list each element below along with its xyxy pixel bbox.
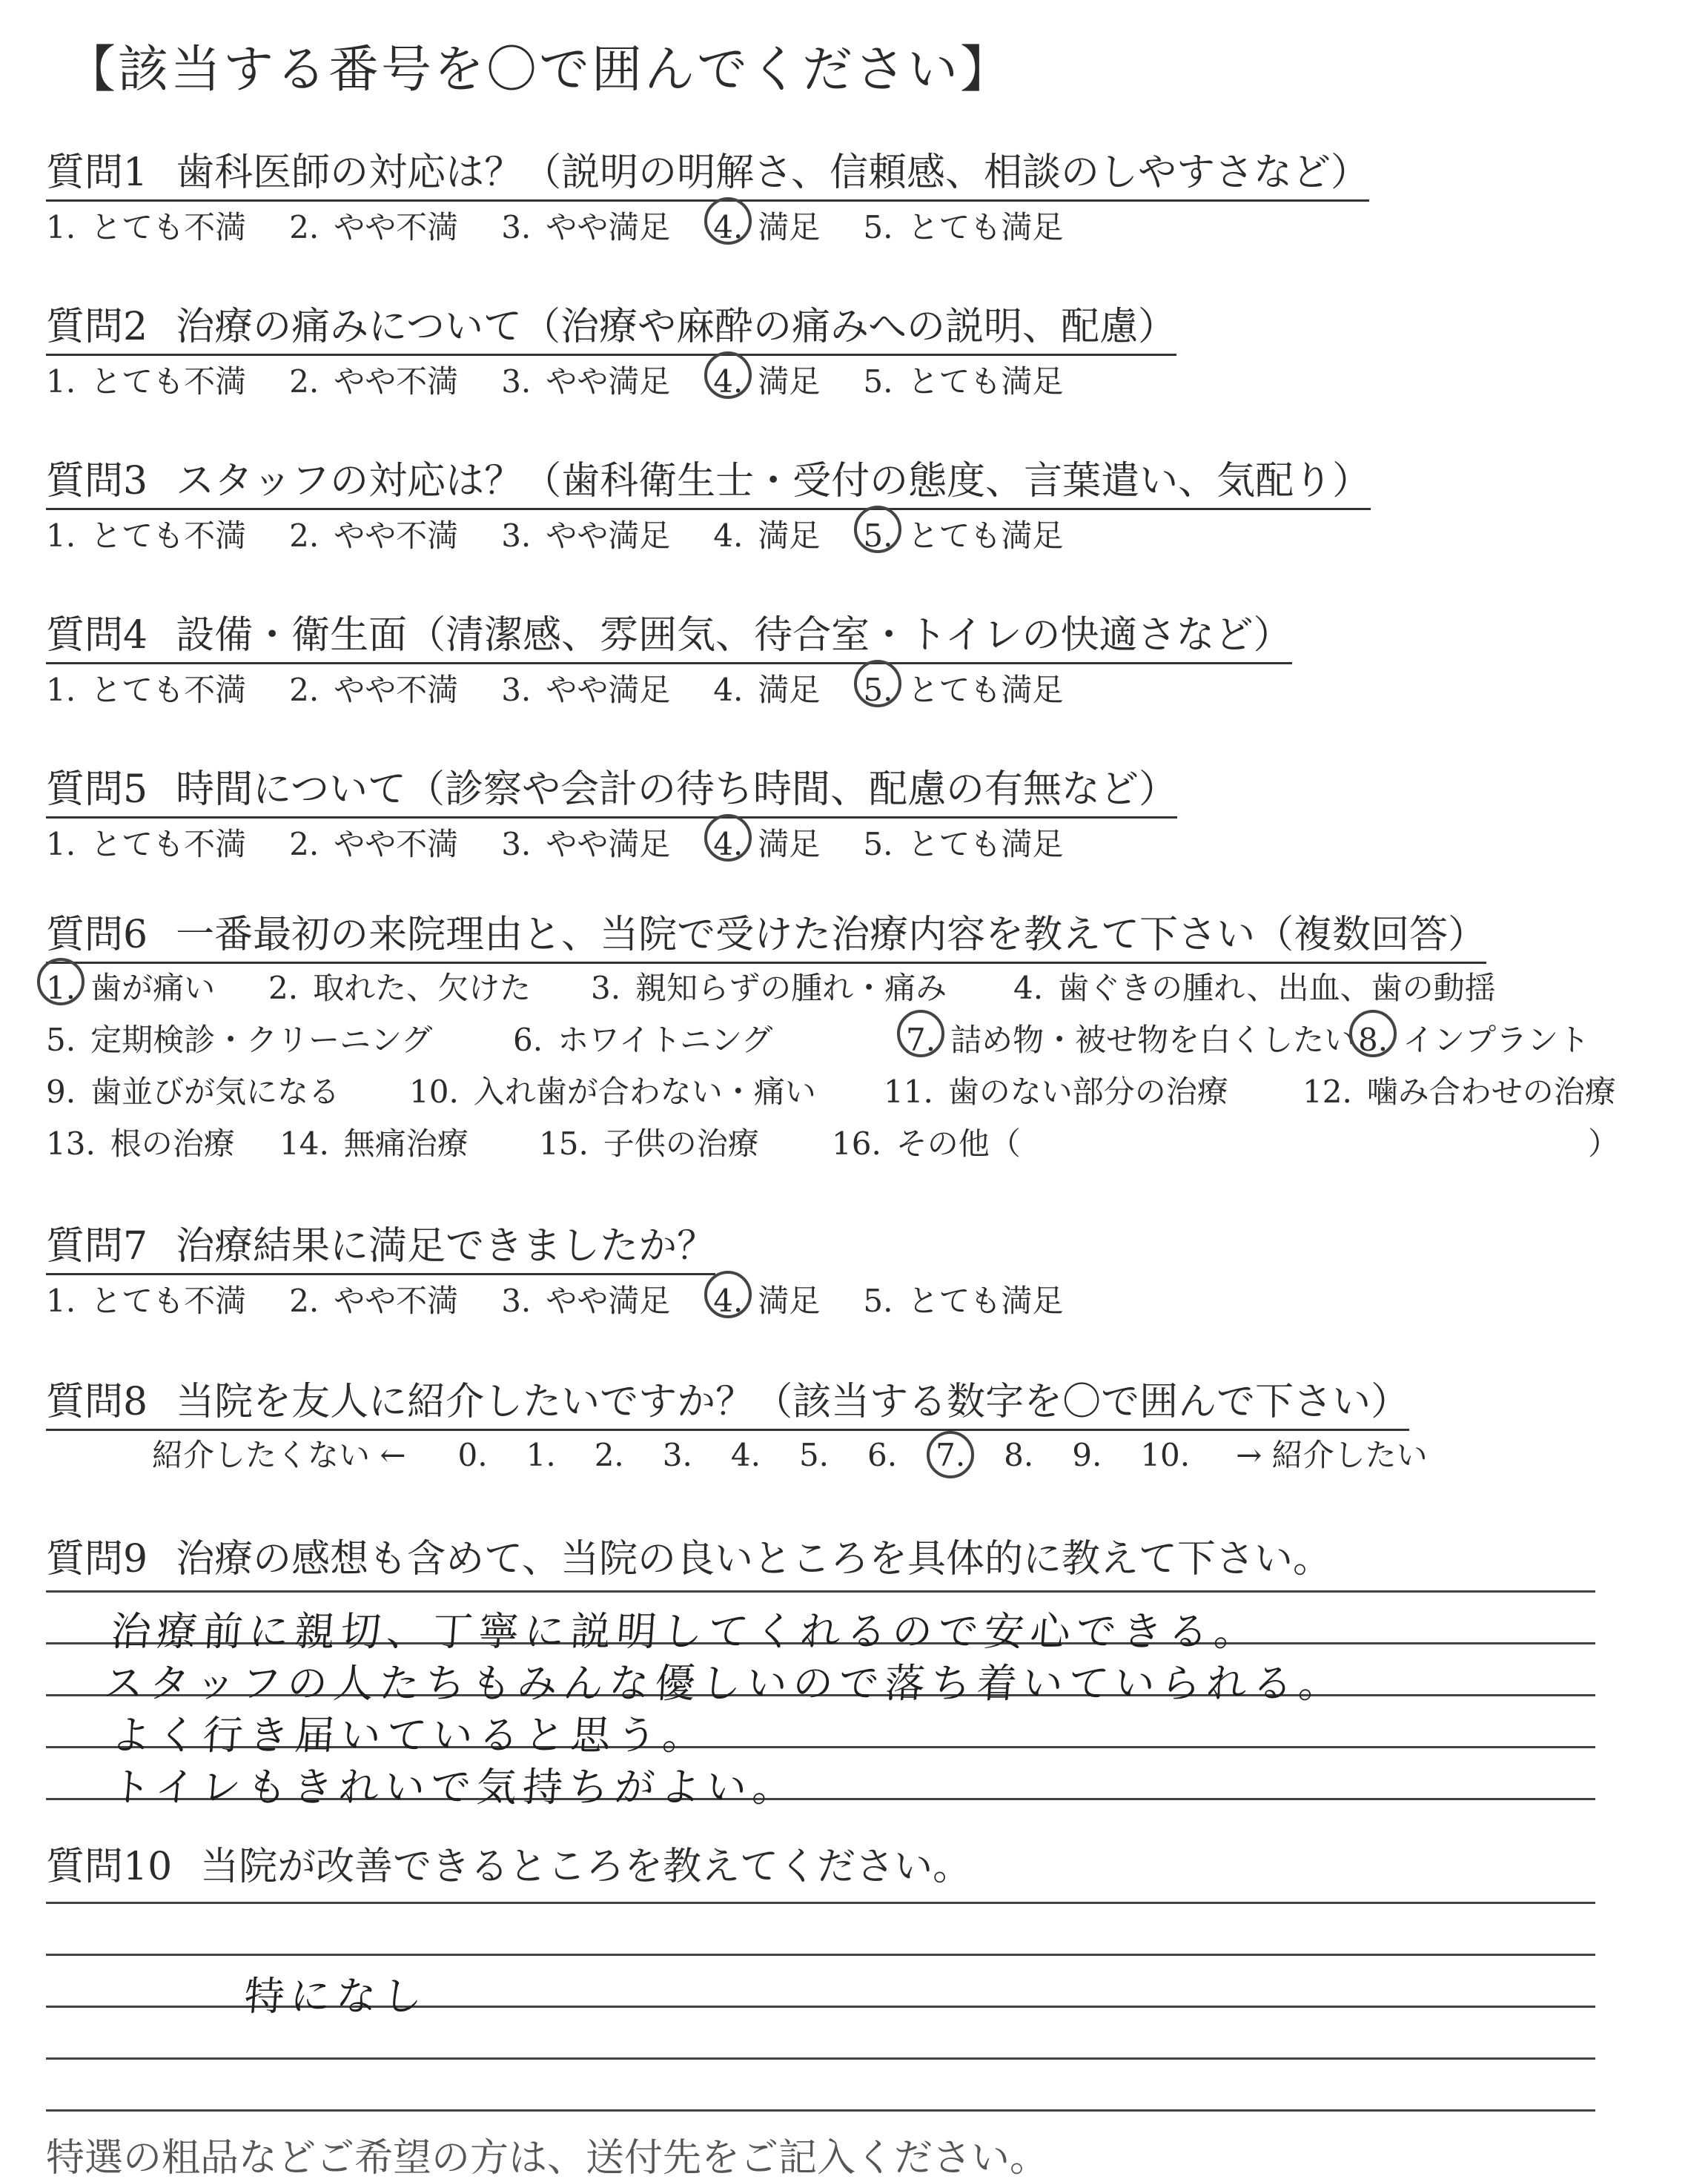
q10-rule: [46, 1902, 1595, 1904]
q8-scale-value[interactable]: 0.: [457, 1437, 488, 1473]
q2-option[interactable]: [289, 357, 458, 402]
q5-option-label: やや不満: [334, 826, 459, 862]
q6-option-label: 定期検診・クリーニング: [90, 1022, 433, 1058]
q7-option-label: とても不満: [90, 1283, 247, 1319]
q7-text: 治療結果に満足できましたか？: [176, 1224, 716, 1269]
q7-option-label: やや不満: [334, 1283, 459, 1319]
q8-text: 当院を友人に紹介したいですか？（該当する数字を〇で囲んで下さい）: [176, 1380, 1410, 1424]
q5-option[interactable]: [46, 820, 246, 864]
q6-option-label: その他（: [896, 1125, 1021, 1162]
q1-option-label: やや不満: [334, 209, 459, 245]
q8-right-label: → 紹介したい: [1236, 1437, 1428, 1473]
q10-label: 質問10: [46, 1845, 173, 1889]
q3-option-number: 5.: [863, 518, 893, 554]
q4-text: 設備・衛生面（清潔感、雰囲気、待合室・トイレの快適さなど）: [176, 613, 1292, 658]
q4-option[interactable]: [713, 666, 820, 710]
q4-option-label: やや不満: [334, 672, 459, 708]
q1-option-number: 1.: [46, 209, 76, 245]
q6-option-number: 11.: [884, 1074, 933, 1110]
q6-option-number: 9.: [46, 1074, 76, 1110]
q7-option[interactable]: [501, 1277, 670, 1321]
q5-option-number: 5.: [863, 826, 893, 862]
q9-heading: [46, 1527, 1331, 1586]
q9-answer-line: よく行き届いていると思う。: [109, 1712, 710, 1759]
q8-scale-value[interactable]: 8.: [1004, 1437, 1034, 1473]
page-title: 【該当する番号を〇で囲んでください】: [65, 41, 1013, 99]
q6-option-label: 無痛治療: [343, 1125, 469, 1162]
q2-option[interactable]: [863, 357, 1063, 402]
q1-option-label: 満足: [758, 209, 821, 245]
q7-option-number: 4.: [713, 1283, 744, 1319]
q5-option[interactable]: [289, 820, 458, 864]
q6-option[interactable]: [268, 964, 531, 1008]
q6-option-label: ホワイトニング: [557, 1022, 773, 1058]
q6-text: 一番最初の来院理由と、当院で受けた治療内容を教えて下さい（複数回答）: [176, 913, 1487, 957]
q6-option-number: 13.: [46, 1125, 96, 1162]
q6-option[interactable]: [1358, 1016, 1589, 1060]
q5-choices: [46, 820, 1106, 864]
q6-option[interactable]: [1302, 1068, 1616, 1112]
q2-option-number: 1.: [46, 363, 76, 400]
q6-option[interactable]: [46, 1016, 432, 1060]
q6-option[interactable]: [884, 1068, 1228, 1112]
q2-option[interactable]: [501, 357, 670, 402]
q5-option-number: 2.: [289, 826, 320, 862]
q7-option-number: 5.: [863, 1283, 893, 1319]
q6-option-label: 噛み合わせの治療: [1366, 1074, 1616, 1110]
q8-scale-value[interactable]: 1.: [526, 1437, 556, 1473]
q2-option-label: とても不満: [90, 363, 247, 400]
q6-option-label: 歯ぐきの腫れ、出血、歯の動揺: [1058, 970, 1496, 1006]
q2-option-label: 満足: [758, 363, 821, 400]
q7-option-label: 満足: [758, 1283, 821, 1319]
q6-option-number: 14.: [279, 1125, 329, 1162]
q3-option-label: 満足: [758, 518, 821, 554]
q4-option-label: とても不満: [90, 672, 247, 708]
q8-scale-value[interactable]: 7.: [936, 1437, 965, 1473]
q6-label: 質問6: [46, 913, 148, 957]
q6-option[interactable]: [832, 1120, 1021, 1164]
q2-option-number: 3.: [501, 363, 532, 400]
q6-option[interactable]: [46, 1068, 340, 1112]
q4-heading: [46, 604, 1292, 664]
q8-scale-value[interactable]: 3.: [662, 1437, 692, 1473]
q5-option-label: 満足: [758, 826, 821, 862]
q5-option[interactable]: [863, 820, 1063, 864]
q2-choices: [46, 357, 1106, 402]
q6-option-label: 取れた、欠けた: [313, 970, 532, 1006]
q6-heading: [46, 903, 1486, 964]
q6-option[interactable]: [46, 964, 215, 1008]
q7-option-number: 2.: [289, 1283, 320, 1319]
q3-option-label: やや満足: [546, 518, 671, 554]
q2-option-number: 4.: [713, 363, 744, 400]
q6-option[interactable]: [279, 1120, 469, 1164]
q10-rule: [46, 2057, 1595, 2060]
q3-option-label: やや不満: [334, 518, 459, 554]
q7-option[interactable]: [713, 1277, 820, 1321]
q3-option[interactable]: [289, 512, 458, 556]
q3-option[interactable]: [501, 512, 670, 556]
q6-option-number: 7.: [906, 1022, 936, 1058]
q2-heading: [46, 295, 1176, 356]
q1-option[interactable]: [46, 203, 246, 248]
q3-option-label: とても不満: [90, 518, 247, 554]
q4-option-label: 満足: [758, 672, 821, 708]
q7-option-label: とても満足: [907, 1283, 1064, 1319]
q6-option-label: 根の治療: [110, 1125, 235, 1162]
q2-option[interactable]: [713, 357, 820, 402]
q2-text: 治療の痛みについて（治療や麻酔の痛みへの説明、配慮）: [176, 305, 1177, 349]
q3-option-number: 4.: [713, 518, 744, 554]
q5-option-number: 1.: [46, 826, 76, 862]
q6-option-label: 歯のない部分の治療: [947, 1074, 1228, 1110]
q5-option-number: 4.: [713, 826, 744, 862]
q4-option[interactable]: [46, 666, 246, 710]
q3-text: スタッフの対応は？（歯科衛生士・受付の態度、言葉遣い、気配り）: [176, 459, 1371, 503]
q3-option-number: 3.: [501, 518, 532, 554]
q3-option-number: 1.: [46, 518, 76, 554]
q10-heading: [46, 1835, 971, 1894]
q1-label: 質問1: [46, 151, 148, 195]
q1-option-label: やや満足: [546, 209, 671, 245]
q2-option-label: とても満足: [907, 363, 1064, 400]
q4-option-label: とても満足: [907, 672, 1064, 708]
q4-option-number: 1.: [46, 672, 76, 708]
q6-option-number: 3.: [591, 970, 621, 1006]
q10-rule: [46, 2109, 1595, 2112]
q2-option-label: やや不満: [334, 363, 459, 400]
q4-option[interactable]: [863, 666, 1063, 710]
q1-option-number: 3.: [501, 209, 532, 245]
q2-option-label: やや満足: [546, 363, 671, 400]
q3-option-number: 2.: [289, 518, 320, 554]
q6-option[interactable]: [539, 1120, 759, 1164]
q3-option[interactable]: [713, 512, 820, 556]
q7-label: 質問7: [46, 1224, 148, 1269]
q6-option-number: 12.: [1302, 1074, 1352, 1110]
q4-option-number: 5.: [863, 672, 893, 708]
q2-option-number: 5.: [863, 363, 893, 400]
q5-option[interactable]: [501, 820, 670, 864]
q6-option-number: 8.: [1358, 1022, 1388, 1058]
q10-rule: [46, 1954, 1595, 1956]
q10-text: 当院が改善できるところを教えてください。: [200, 1845, 972, 1889]
q6-option-number: 10.: [409, 1074, 459, 1110]
q5-option-label: やや満足: [546, 826, 671, 862]
q5-text: 時間について（診察や会計の待ち時間、配慮の有無など）: [176, 767, 1178, 812]
q5-option-label: とても不満: [90, 826, 247, 862]
q5-option[interactable]: [713, 820, 820, 864]
q7-option[interactable]: [46, 1277, 246, 1321]
q8-scale-value[interactable]: 9.: [1072, 1437, 1102, 1473]
q9-answer-line: トイレもきれいで気持ちがよい。: [109, 1764, 801, 1811]
q6-option[interactable]: [46, 1120, 235, 1164]
q6-other-close: ）: [1588, 1125, 1620, 1162]
q10-answer-line: 特になし: [242, 1973, 430, 2020]
q4-choices: [46, 666, 1106, 710]
q3-choices: [46, 512, 1106, 556]
q7-option-label: やや満足: [546, 1283, 671, 1319]
q2-option[interactable]: [46, 357, 246, 402]
q9-text: 治療の感想も含めて、当院の良いところを具体的に教えて下さい。: [176, 1537, 1332, 1581]
q1-option-number: 2.: [289, 209, 320, 245]
q8-label: 質問8: [46, 1380, 148, 1424]
q9-answer-line: スタッフの人たちもみんな優しいので落ち着いていられる。: [102, 1660, 1346, 1707]
q8-scale-value[interactable]: 5.: [798, 1437, 830, 1473]
q7-option[interactable]: [289, 1277, 458, 1321]
q7-option-number: 1.: [46, 1283, 76, 1319]
q1-text: 歯科医師の対応は？（説明の明解さ、信頼感、相談のしやすさなど）: [176, 151, 1370, 195]
q5-heading: [46, 758, 1177, 819]
q6-option-number: 16.: [832, 1125, 881, 1162]
q6-option-number: 5.: [46, 1022, 76, 1058]
q5-label: 質問5: [46, 767, 148, 812]
q1-option[interactable]: [289, 203, 458, 248]
q6-option[interactable]: [513, 1016, 772, 1060]
q4-label: 質問4: [46, 613, 148, 658]
q6-option-number: 4.: [1013, 970, 1044, 1006]
q6-option-label: 歯が痛い: [90, 970, 216, 1006]
q3-option[interactable]: [863, 512, 1063, 556]
q1-option-number: 5.: [863, 209, 893, 245]
q8-heading: [46, 1370, 1409, 1431]
q7-option[interactable]: [863, 1277, 1063, 1321]
q1-option-number: 4.: [713, 209, 744, 245]
q5-option-number: 3.: [501, 826, 532, 862]
q1-option[interactable]: [501, 203, 670, 248]
q6-option[interactable]: [1013, 964, 1496, 1008]
q6-option-number: 1.: [46, 970, 76, 1006]
q1-choices: [46, 203, 1106, 248]
q8-scale-value[interactable]: 10.: [1140, 1437, 1191, 1473]
q8-scale-value[interactable]: 2.: [594, 1437, 624, 1473]
q8-scale: [152, 1431, 1428, 1475]
q8-selected-circle: [927, 1431, 974, 1478]
q5-option-label: とても満足: [907, 826, 1064, 862]
q6-option-number: 2.: [268, 970, 299, 1006]
q7-option-number: 3.: [501, 1283, 532, 1319]
q4-option-number: 4.: [713, 672, 744, 708]
q8-left-label: 紹介したくない ←: [152, 1437, 406, 1473]
q9-label: 質問9: [46, 1537, 148, 1581]
q6-option-label: 歯並びが気になる: [90, 1074, 340, 1110]
q7-heading: [46, 1214, 715, 1275]
q4-option-number: 3.: [501, 672, 532, 708]
q9-answer-line: 治療前に親切、丁寧に説明してくれるので安心できる。: [109, 1608, 1262, 1655]
q6-option[interactable]: [591, 964, 947, 1008]
q6-option-label: 親知らずの腫れ・痛み: [635, 970, 947, 1006]
q4-option[interactable]: [501, 666, 670, 710]
q6-option[interactable]: [906, 1016, 1355, 1060]
q1-heading: [46, 141, 1369, 202]
q1-option[interactable]: [863, 203, 1063, 248]
q6-option-label: 詰め物・被せ物を白くしたい: [950, 1022, 1356, 1058]
q9-rule: [46, 1590, 1595, 1593]
q1-option-label: とても満足: [907, 209, 1064, 245]
q6-option[interactable]: [409, 1068, 816, 1112]
q4-option-label: やや満足: [546, 672, 671, 708]
q6-option-label: インプラント: [1403, 1022, 1590, 1058]
q6-option-label: 子供の治療: [603, 1125, 759, 1162]
footer-note: 特選の粗品などご希望の方は、送付先をご記入ください。: [46, 2136, 1049, 2181]
q7-choices: [46, 1277, 1106, 1321]
q3-option[interactable]: [46, 512, 246, 556]
q6-option-label: 入れ歯が合わない・痛い: [473, 1074, 816, 1110]
q2-label: 質問2: [46, 305, 148, 349]
q1-option-label: とても不満: [90, 209, 247, 245]
q3-label: 質問3: [46, 459, 148, 503]
q6-option-number: 15.: [539, 1125, 589, 1162]
q8-scale-value[interactable]: 6.: [867, 1437, 898, 1473]
q1-option[interactable]: [713, 203, 820, 248]
q2-option-number: 2.: [289, 363, 320, 400]
q6-option-number: 6.: [513, 1022, 543, 1058]
q4-option[interactable]: [289, 666, 458, 710]
q3-option-label: とても満足: [907, 518, 1064, 554]
q4-option-number: 2.: [289, 672, 320, 708]
q8-scale-value[interactable]: 4.: [730, 1437, 761, 1473]
q3-heading: [46, 449, 1371, 510]
